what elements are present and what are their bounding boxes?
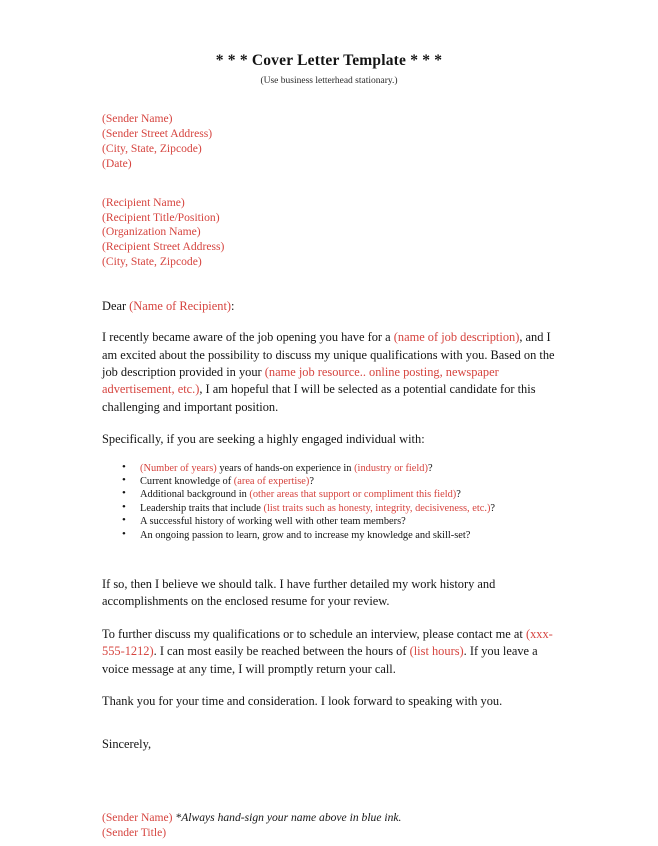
page-subtitle: (Use business letterhead stationary.) <box>260 75 398 86</box>
intro-segment-3: , I am hopeful that I will be selected as a potential candidate for this challenging and important position. <box>102 382 536 414</box>
intro-segment-2: , and I am excited about the possibility to discuss my unique qualifications with you. Based on the job description provided in your <box>102 330 555 379</box>
salutation-line <box>102 298 557 314</box>
salutation-punctuation: : <box>231 299 235 314</box>
list-item <box>102 515 557 528</box>
paragraph-ifso: If so, then I believe we should talk. I have further detailed my work history and accomplishments on the enclosed resume for your review. <box>102 577 496 609</box>
paragraph-specifically: Specifically, if you are seeking a highly engaged individual with: <box>102 432 425 447</box>
spacer-after-bullets <box>102 542 557 576</box>
intro-placeholder-job-resource: (name job resource.. online posting, newspaper advertisement, etc.) <box>102 364 499 397</box>
bullet-segment-1: A successful history of working well with other team members? <box>140 516 406 528</box>
recipient-name-line: (Recipient Name) <box>102 195 185 209</box>
signature-space <box>102 754 557 810</box>
contact-segment-1: To further discuss my qualifications or to schedule an interview, please contact me at <box>102 626 526 641</box>
paragraph-intro <box>102 329 557 416</box>
contact-placeholder-hours: (list hours) <box>409 644 464 659</box>
salutation-placeholder: (Name of Recipient) <box>129 299 232 314</box>
bullet-segment-1: Current knowledge of <box>140 476 234 487</box>
contact-segment-2: . I can most easily be reached between the hours of <box>153 644 410 659</box>
closing-line: Sincerely, <box>102 737 152 752</box>
list-item <box>102 462 557 475</box>
paragraph-contact <box>102 626 557 678</box>
footer-handsign-note: *Always hand-sign your name above in <box>172 810 362 824</box>
intro-placeholder-job-description: (name of job description) <box>393 330 520 345</box>
recipient-street-line: (Recipient Street Address) <box>102 240 225 254</box>
bullet-placeholder-mid: (other areas that support or compliment this field) <box>249 489 457 501</box>
footer-sender-name: (Sender Name) <box>102 810 173 824</box>
spacer-sender-recipient <box>102 172 557 196</box>
sender-date-line: (Date) <box>102 156 132 170</box>
bullet-placeholder-mid: (area of expertise) <box>233 476 310 487</box>
bullet-placeholder-mid: (list traits such as honesty, integrity, decisiveness, etc.) <box>263 502 491 514</box>
footer-sender-title: (Sender Title) <box>102 825 167 839</box>
title-block <box>0 52 658 87</box>
bullet-segment-1: years of hands-on experience in <box>216 462 355 474</box>
contact-placeholder-phone: (xxx-555-1212) <box>102 626 553 659</box>
bullet-segment-2: ? <box>309 476 314 487</box>
recipient-title-line: (Recipient Title/Position) <box>102 210 220 224</box>
sender-city-line: (City, State, Zipcode) <box>102 141 202 155</box>
spacer-recipient-salutation <box>102 270 557 298</box>
paragraph-thanks: Thank you for your time and consideration. I look forward to speaking with you. <box>102 694 503 709</box>
list-item <box>102 475 557 488</box>
bullet-segment-2: ? <box>490 502 496 514</box>
list-item <box>102 502 557 515</box>
letter-body <box>102 112 557 840</box>
salutation-greeting: Dear <box>102 299 130 314</box>
page-title: * * * Cover Letter Template * * * <box>215 52 443 69</box>
footer-sender-name-line <box>102 810 557 825</box>
list-item <box>102 488 557 501</box>
bullet-segment-1: Leadership traits that include <box>140 502 264 514</box>
spacer-before-closing <box>102 710 557 736</box>
bullet-segment-2: ? <box>427 462 433 474</box>
footer-blue-ink-text: blue ink. <box>361 810 402 824</box>
bullet-segment-2: ? <box>456 489 461 501</box>
bullet-placeholder-lead: (Number of years) <box>140 462 217 474</box>
bullet-placeholder-mid: (industry or field) <box>354 462 428 474</box>
intro-segment-1: I recently became aware of the job opening you have for a <box>102 330 394 345</box>
bullet-segment-1: An ongoing passion to learn, grow and to increase my knowledge and skill-set? <box>140 529 471 541</box>
sender-street-line: (Sender Street Address) <box>102 126 213 140</box>
recipient-address-block <box>102 196 557 271</box>
qualifications-list <box>102 462 557 542</box>
bullet-segment-1: Additional background in <box>140 489 250 501</box>
signature-footer-block <box>102 810 557 840</box>
sender-address-block <box>102 112 557 172</box>
recipient-city-line: (City, State, Zipcode) <box>102 255 202 269</box>
recipient-organization-line: (Organization Name) <box>102 225 201 239</box>
contact-segment-3: . If you leave a voice message at any time, I will promptly return your call. <box>102 644 538 676</box>
sender-name-line: (Sender Name) <box>102 112 173 125</box>
list-item <box>102 529 557 542</box>
